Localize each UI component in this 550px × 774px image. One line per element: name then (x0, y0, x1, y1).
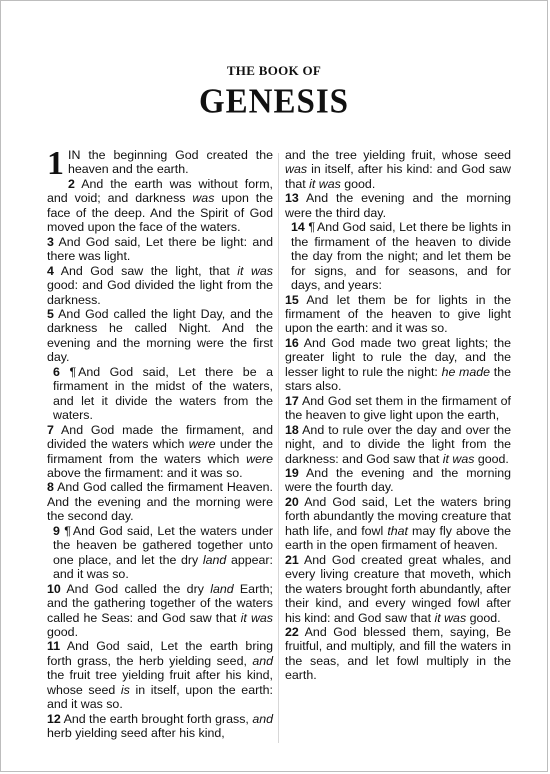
left-column (47, 145, 273, 741)
verse-text: and the tree yielding fruit, whose seed (285, 148, 511, 162)
verse-number: 5 (47, 306, 54, 321)
italic-word: it was (309, 176, 341, 191)
verse-text: And God said, Let the waters under the heaven be gathered together unto one place, and let the dry (53, 523, 273, 567)
right-verses (285, 148, 511, 683)
verse (47, 582, 273, 640)
italic-word: it was (237, 263, 273, 278)
verse-text: herb yielding seed after his kind, (47, 726, 225, 741)
italic-word: land (202, 552, 227, 567)
verse-number: 10 (47, 581, 61, 596)
pilcrow-mark: ¶ (64, 523, 71, 538)
chapter-opening (47, 145, 273, 182)
verse-text: the stars also. (285, 364, 511, 394)
verse-number: 2 (68, 176, 75, 191)
right-column (285, 148, 511, 683)
verse (47, 639, 273, 711)
verse (285, 423, 511, 466)
verse-text: And the evening and the morning were the third day. (285, 191, 511, 220)
verse-number: 9 (53, 523, 60, 538)
verse-number: 11 (47, 639, 61, 654)
verse-text: And God said, Let there be lights in the firmament of the heaven to divide the day from the night; and let them be for signs, and for seasons, and for days, and years: (291, 220, 511, 293)
verse-text: And God set them in the firmament of the heaven to give light upon the earth, (285, 393, 511, 423)
column-divider (278, 153, 279, 743)
italic-word: he made (441, 364, 491, 379)
verse (285, 293, 511, 336)
verse (47, 177, 273, 235)
verse-number: 14 (291, 220, 305, 235)
verse-text: upon the face of the deep. And the Spirit of God moved upon the face of the waters. (47, 191, 273, 235)
verse-text: above the firmament: and it was so. (47, 465, 243, 480)
verse-number: 19 (285, 465, 299, 480)
italic-word: it was (442, 451, 475, 466)
verse-number: 12 (47, 711, 61, 726)
verse-text: good. (466, 610, 501, 625)
verse-number: 6 (53, 364, 60, 379)
verse-text: And God said, Let there be light: and there was light. (47, 234, 273, 264)
verse (47, 307, 273, 365)
verse-text: And God created great whales, and every living creature that moveth, which the waters brought forth abundantly, after their kind, and every winged fowl after his kind: and God saw that (285, 552, 512, 625)
book-title: GENESIS (198, 83, 350, 121)
verse-text: And the earth was without form, and void; and darkness (47, 176, 273, 206)
verse (47, 264, 273, 307)
verse-text: appear: and it was so. (53, 552, 273, 582)
italic-word: that (387, 523, 408, 538)
verse-1-text: IN the beginning God created the heaven and the earth. (68, 148, 273, 177)
verse (47, 712, 273, 741)
verse-number: 21 (285, 552, 299, 567)
verse-text: And God said, Let there be a firmament in the midst of the waters, and let it divide the waters from the waters. (53, 364, 273, 423)
verse-text: And the earth brought forth grass, (63, 711, 253, 726)
verse-number: 17 (285, 393, 299, 408)
italic-word: was (192, 191, 215, 206)
verse-number: 18 (285, 422, 299, 437)
verse-text: in itself, upon the earth: and it was so. (47, 682, 273, 712)
verse-text: And the evening and the morning were the fourth day. (285, 465, 511, 495)
verse-text: And let them be for lights in the firmament of the heaven to give light upon the earth: and it was so. (285, 292, 511, 336)
verse-text: good. (474, 451, 509, 466)
verse (47, 423, 273, 481)
italic-word: and (252, 711, 273, 726)
verse-text: And God called the dry (66, 581, 211, 596)
verse-text: And God called the firmament Heaven. And the evening and the morning were the second day. (47, 480, 273, 524)
italic-word: it was (240, 610, 273, 625)
verse-text: good. (47, 624, 79, 639)
verse-text: And God said, Let the earth bring forth grass, the herb yielding seed, (47, 639, 273, 668)
verse-text: And to rule over the day and over the night, and to divide the light from the darkness: and God saw that (285, 422, 511, 466)
verse (285, 466, 511, 495)
italic-word: land (210, 581, 234, 596)
verse-text: good: and God divided the light from the darkness. (47, 278, 273, 307)
italic-word: was (285, 162, 308, 177)
verse-number: 7 (47, 422, 54, 437)
italic-word: were (246, 451, 273, 466)
verse-number: 13 (285, 191, 299, 206)
verse-text: And God made the firmament, and divided the waters which (47, 422, 273, 452)
verse-text: the fruit tree yielding fruit after his kind, whose seed (47, 668, 273, 697)
left-verses (47, 177, 273, 741)
italic-word: is (120, 682, 130, 697)
verse-text: And God said, Let the waters bring forth abundantly the moving creature that hath life, and fowl (285, 494, 511, 538)
verse (285, 553, 511, 625)
book-of-label: THE BOOK OF (226, 63, 322, 78)
italic-word: and (252, 653, 273, 668)
book-header (1, 63, 547, 121)
italic-word: it was (434, 610, 467, 625)
chapter-number: 1 (47, 145, 64, 182)
verse (285, 625, 511, 683)
verse (47, 365, 273, 423)
verse (47, 480, 273, 523)
pilcrow-mark: ¶ (308, 220, 315, 235)
verse-number: 16 (285, 335, 299, 350)
verse-text: Earth; and the gathering together of the waters called he Seas: and God saw that (47, 581, 273, 625)
verse-number: 15 (285, 292, 299, 307)
verse (285, 394, 511, 423)
verse-number: 22 (285, 624, 299, 639)
verse-text: in itself, after his kind: and God saw that (285, 162, 511, 191)
verse-text: And God blessed them, saying, Be fruitful, and multiply, and fill the waters in the seas, and let fowl multiply in the earth. (285, 624, 511, 683)
italic-word: were (188, 437, 216, 452)
verse-number: 20 (285, 494, 299, 509)
verse-text: And God saw the light, that (60, 263, 238, 278)
verse-text: good. (340, 176, 376, 191)
verse-number: 8 (47, 480, 54, 495)
verse (47, 524, 273, 582)
verse (285, 148, 511, 191)
verse-text: And God made two great lights; the greater light to rule the day, and the lesser light to rule the night: (285, 335, 511, 379)
pilcrow-mark: ¶ (69, 364, 77, 379)
verse-text: And God called the light Day, and the darkness he called Night. And the evening and the morning were the first day. (47, 306, 273, 365)
verse (285, 495, 511, 553)
verse (285, 191, 511, 220)
verse (285, 336, 511, 394)
verse-number: 4 (47, 263, 54, 278)
verse (285, 220, 511, 292)
verse (47, 235, 273, 264)
verse-text: under the firmament from the waters which (47, 437, 273, 466)
verse-number: 3 (47, 234, 54, 249)
verse-text: may fly above the earth in the open firmament of heaven. (285, 523, 511, 553)
